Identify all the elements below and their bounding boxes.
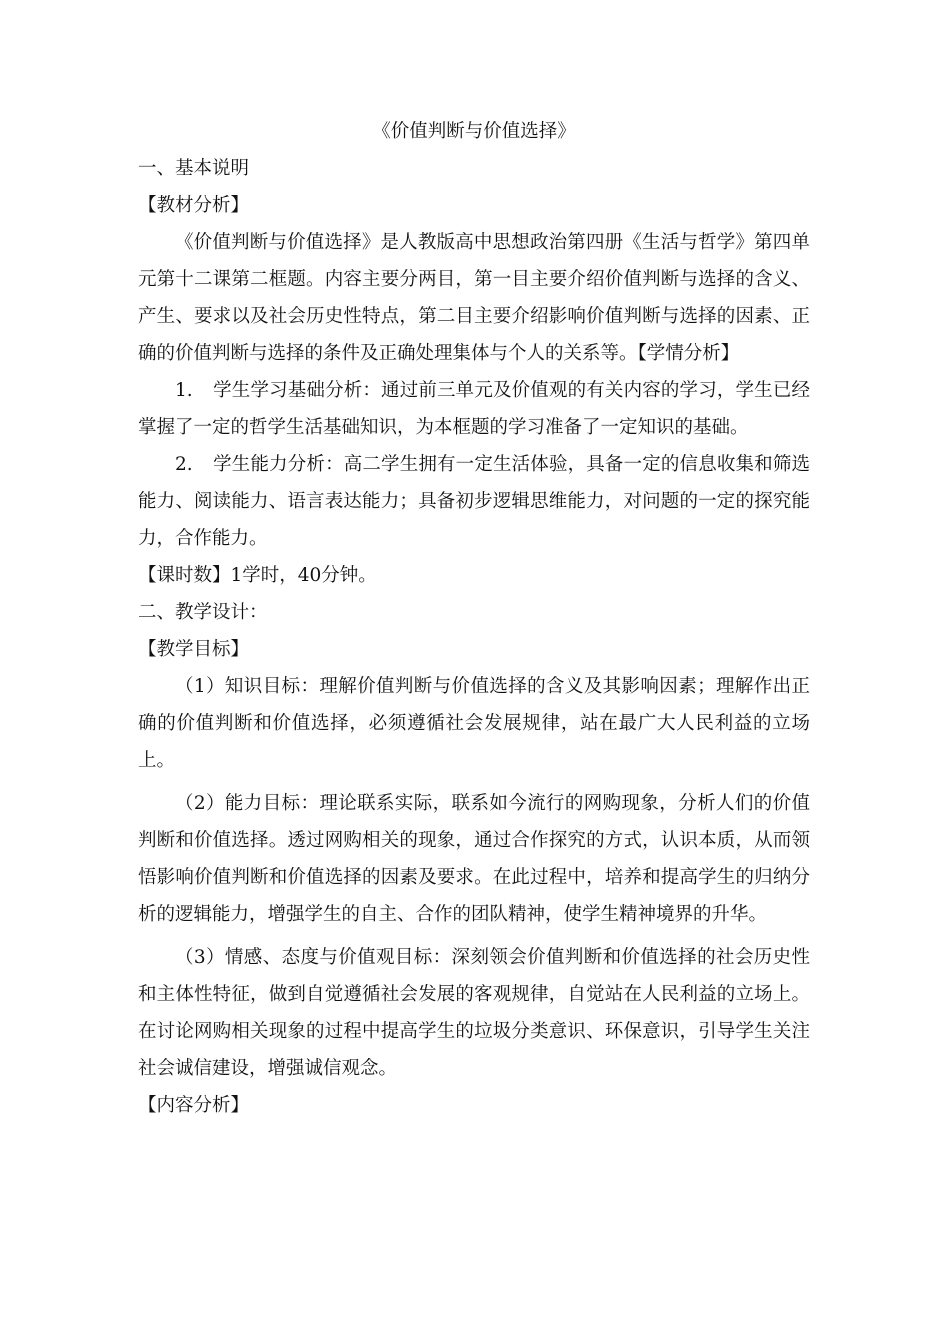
student-item-2 — [138, 446, 810, 557]
goal-emotion-attitude-values: （3）情感、态度与价值观目标：深刻领会价值判断和价值选择的社会历史性和主体性特征，做到自觉遵循社会发展的客观规律，自觉站在人民利益的立场上。在讨论网购相关现象的过程中提高学生的垃圾分类意识、环保意识，引导学生关注社会诚信建设，增强诚信观念。 — [138, 947, 810, 1079]
heading-content-analysis: 【内容分析】 — [138, 1095, 250, 1116]
document-page — [138, 113, 810, 1124]
heading-textbook-analysis: 【教材分析】 — [138, 195, 250, 216]
heading-teaching-goals: 【教学目标】 — [138, 639, 250, 660]
goal-knowledge: （1）知识目标：理解价值判断与价值选择的含义及其影响因素；理解作出正确的价值判断和价值选择，必须遵循社会发展规律，站在最广大人民利益的立场上。 — [138, 676, 810, 771]
section-heading-teaching-design: 二、教学设计： — [138, 602, 268, 623]
student-item-1 — [138, 372, 810, 446]
goal-ability: （2）能力目标：理论联系实际，联系如今流行的网购现象，分析人们的价值判断和价值选择。透过网购相关的现象，通过合作探究的方式，认识本质，从而领悟影响价值判断和价值选择的因素及要求。在此过程中，培养和提高学生的归纳分析的逻辑能力，增强学生的自主、合作的团队精神，使学生精神境界的升华。 — [138, 793, 810, 925]
textbook-analysis-paragraph: 《价值判断与价值选择》是人教版高中思想政治第四册《生活与哲学》第四单元第十二课第二框题。内容主要分两目，第一目主要介绍价值判断与选择的含义、产生、要求以及社会历史性特点，第二目主要介绍影响价值判断与选择的因素、正确的价值判断与选择的条件及正确处理集体与个人的关系等。【学情分析】 — [138, 232, 810, 364]
student-item-number: 2. — [175, 454, 193, 475]
class-hours-line: 【课时数】1学时，40分钟。 — [138, 565, 377, 586]
student-item-number: 1. — [175, 380, 193, 401]
student-item-text: 学生能力分析：高二学生拥有一定生活体验，具备一定的信息收集和筛选能力、阅读能力、语言表达能力；具备初步逻辑思维能力，对问题的一定的探究能力，合作能力。 — [138, 454, 810, 549]
section-heading-basic-info: 一、基本说明 — [138, 158, 250, 179]
document-title: 《价值判断与价值选择》 — [372, 121, 576, 142]
student-item-text: 学生学习基础分析：通过前三单元及价值观的有关内容的学习，学生已经掌握了一定的哲学生活基础知识，为本框题的学习准备了一定知识的基础。 — [138, 380, 810, 438]
